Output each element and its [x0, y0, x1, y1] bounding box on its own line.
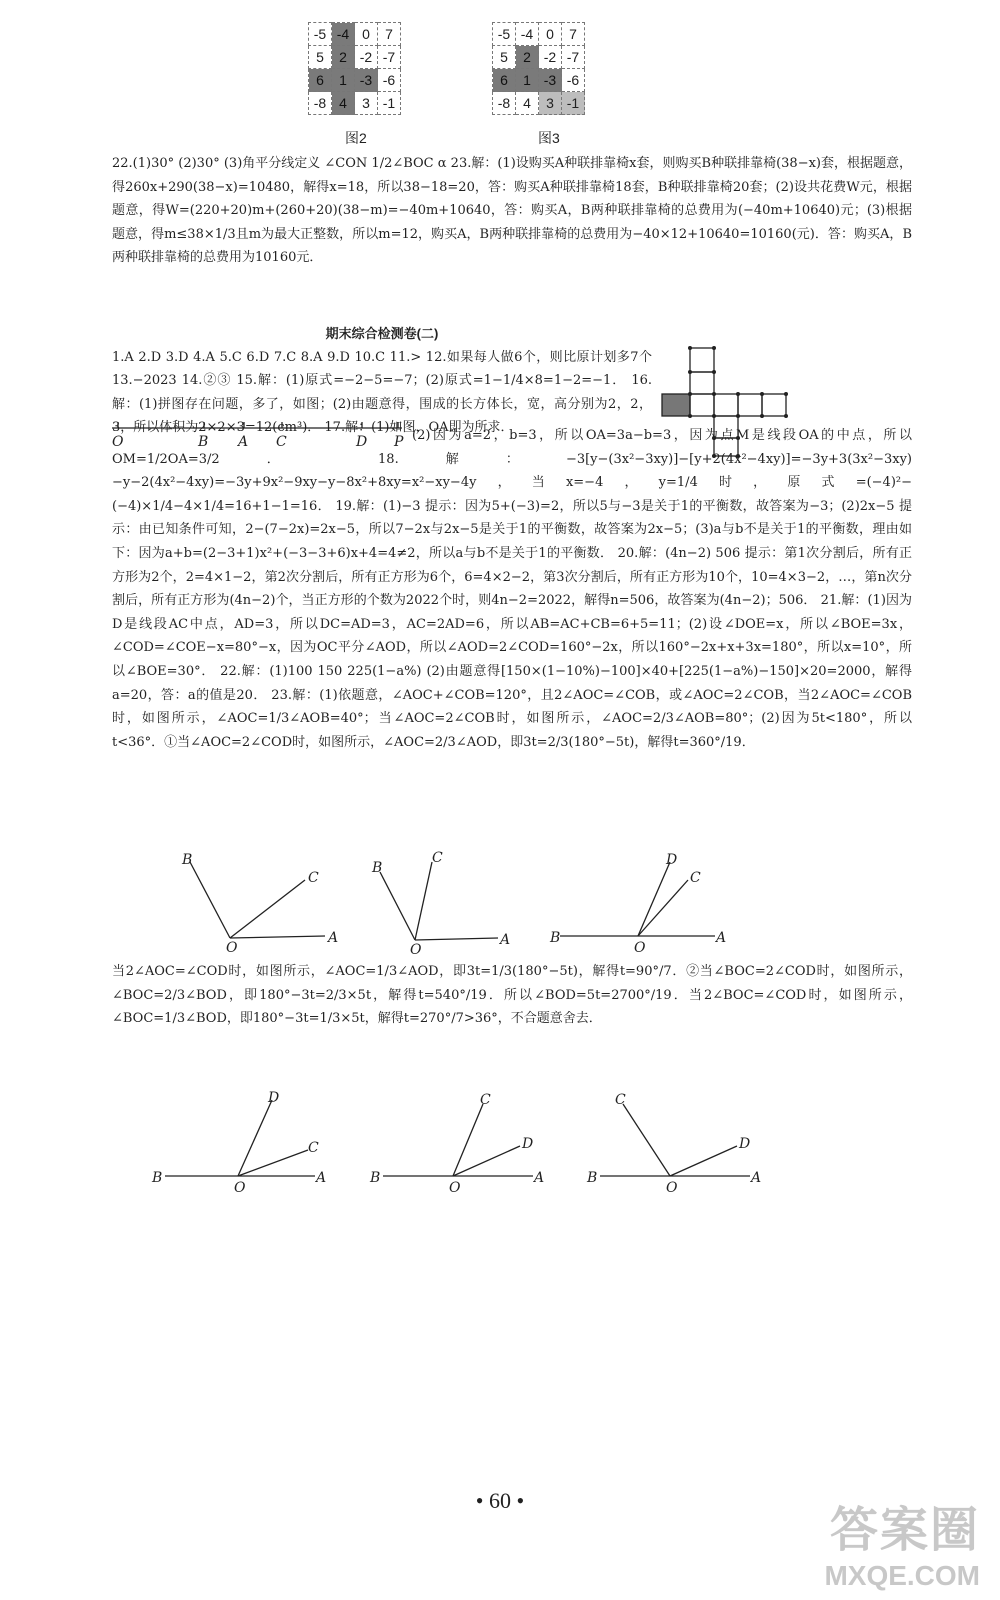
- point-label-c: C: [276, 434, 287, 450]
- grid-cell: 0: [355, 23, 378, 46]
- grid-cell: 7: [378, 23, 401, 46]
- answer-block-q17-23: [112, 424, 912, 754]
- grid-cell: -8: [493, 92, 516, 115]
- grid-cell: 0: [539, 23, 562, 46]
- grid-figure-2: [308, 22, 401, 115]
- angle-label: O: [226, 940, 238, 956]
- grid-cell: 7: [562, 23, 585, 46]
- figure-3-caption: 图3: [538, 130, 560, 146]
- watermark-en: MXQE.COM: [824, 1560, 980, 1591]
- grid-cell: -8: [309, 92, 332, 115]
- angle-figure-2: [370, 850, 520, 958]
- angle-label: D: [739, 1136, 751, 1152]
- grid-cell: 1: [332, 69, 355, 92]
- grid-cell: 1: [516, 69, 539, 92]
- angle-label: C: [308, 870, 319, 886]
- grid-cell: 5: [309, 46, 332, 69]
- angle-label: B: [550, 930, 561, 946]
- grid-cell: -3: [539, 69, 562, 92]
- angle-figure-5: [368, 1090, 558, 1195]
- answer-text: 1.A 2.D 3.D 4.A 5.C 6.D 7.C 8.A 9.D 10.C 11.> 12.如果每人做6个，则比原计划多7个 13.−2023 14.②③ 15.解：(1)原式=−2−5=−7；(2)原式=1−1/4×8=1−2=−1． 16.解：(1)拼图存在问题，多了，如图；(2)由题意得，围成的长方体长，宽，高分别为2，2，3，所以体积为2×2×3=12(cm³)． 17.解：(1)如图，OA即为所求．: [112, 349, 652, 436]
- grid-cell: -7: [378, 46, 401, 69]
- grid-cell: -3: [355, 69, 378, 92]
- grid-cell: 3: [539, 92, 562, 115]
- angle-label: A: [328, 930, 339, 946]
- angle-label: O: [666, 1180, 678, 1196]
- angle-label: O: [449, 1180, 461, 1196]
- point-label-p: P: [394, 434, 404, 450]
- grid-cell: 4: [516, 92, 539, 115]
- grid-cell: -6: [378, 69, 401, 92]
- grid-cell: 3: [355, 92, 378, 115]
- answer-text: 22.(1)30° (2)30° (3)角平分线定义 ∠CON 1/2∠BOC α 23.解：(1)设购买A种联排靠椅x套，则购买B种联排靠椅(38−x)套，根据题意，得260x+290(38−x)=10480，解得x=18，所以38−18=20，答：购买A种联排靠椅18套，B种联排靠椅20套；(2)设共花费W元，根据题意，得W=(220+20)m+(260+20)(38−m)=−40m+10640，答：购买A，B两种联排靠椅的总费用为(−40m+10640)元；(3)根据题意，得m≤38×1/3且m为最大正整数，所以m=12，购买A，B两种联排靠椅的总费用为−40×12+10640=10160(元)．答：购买A，B两种联排靠椅的总费用为10160元．: [112, 156, 912, 266]
- angle-label: B: [587, 1170, 598, 1186]
- angle-label: A: [534, 1170, 545, 1186]
- angle-label: C: [308, 1140, 319, 1156]
- answer-block-q22-23: [112, 152, 912, 270]
- angle-label: C: [615, 1092, 626, 1108]
- grid-cell: 6: [309, 69, 332, 92]
- angle-label: D: [522, 1136, 534, 1152]
- answer-block-q23-continued: [112, 960, 912, 1031]
- answer-text: 当2∠AOC=∠COD时，如图所示，∠AOC=1/3∠AOD，即3t=1/3(180°−5t)，解得t=90°/7．②当∠BOC=2∠COD时，如图所示，∠BOC=2/3∠BOD，即180°−3t=2/3×5t，解得t=540°/19．所以∠BOD=5t=2700°/19．当2∠BOC=∠COD时，如图所示，∠BOC=1/3∠BOD，即180°−3t=1/3×5t，解得t=270°/7>36°，不合题意舍去．: [112, 964, 912, 1027]
- grid-cell: -4: [516, 23, 539, 46]
- angle-label: C: [480, 1092, 491, 1108]
- grid-cell: -6: [562, 69, 585, 92]
- grid-figure-3: [492, 22, 585, 115]
- watermark-cn: 答案圈: [829, 1504, 980, 1557]
- answer-text: (2)因为a=2，b=3，所以OA=3a−b=3，因为点M是线段OA的中点，所以OM=1/2OA=3/2． 18.解：−3[y−(3x²−3xy)]−[y+2(4x²−4xy)]=−3y+3(3x²−3xy)−y−2(4x²−4xy)=−3y+9x²−9xy−y−8x²+8xy=x²−xy−4y，当x=−4，y=1/4时，原式=(−4)²−(−4)×1/4−4×1/4=16+1−1=16． 19.解：(1)−3 提示：因为5+(−3)=2，所以5与−3是关于1的平衡数，故答案为−3；(2)2x−5 提示：由已知条件可知，2−(7−2x)=2x−5，所以7−2x与2x−5是关于1的平衡数，故答案为2x−5；(3)a与b不是关于1的平衡数，理由如下：因为a+b=(2−3+1)x²+(−3−3+6)x+4=4≠2，所以a与b不是关于1的平衡数． 20.解：(4n−2) 506 提示：第1次分割后，所有正方形为2个，2=4×1−2，第2次分割后，所有正方形为6个，6=4×2−2，第3次分割后，所有正方形为10个，10=4×3−2，…，第n次分割后，所有正方形为(4n−2)个，当正方形的个数为2022个时，则4n−2=2022，解得n=506，故答案为(4n−2)；506． 21.解：(1)因为D是线段AC中点，AD=3，所以DC=AD=3，AC=2AD=6，所以AB=AC+CB=6+5=11；(2)设∠DOE=x，所以∠BOE=3x，∠COD=∠COE−x=80°−x，因为OC平分∠AOD，所以∠AOD=2∠COD=160°−2x，所以160°−2x+x+3x=180°，所以x=10°，所以∠BOE=30°． 22.解：(1)100 150 225(1−a%) (2)由题意得[150×(1−10%)−100]×40+[225(1−a%)−150]×20=2000，解得a=20，答：a的值是20． 23.解：(1)依题意，∠AOC+∠COB=120°，且2∠AOC=∠COB，或∠AOC=2∠COB，当2∠AOC=∠COB时，如图所示，∠AOC=1/3∠AOB=40°；当∠AOC=2∠COB时，如图所示，∠AOC=2/3∠AOB=80°；(2)因为5t<180°，所以t<36°．①当∠AOC=2∠COD时，如图所示，∠AOC=2/3∠AOD，即3t=2/3(180°−5t)，解得t=360°/19．: [112, 428, 912, 750]
- grid-cell: -4: [332, 23, 355, 46]
- angle-label: C: [690, 870, 701, 886]
- grid-cell: -5: [309, 23, 332, 46]
- grid-cell: 2: [332, 46, 355, 69]
- angle-label: A: [500, 932, 511, 948]
- grid-cell: 5: [493, 46, 516, 69]
- figure-2-caption: 图2: [345, 130, 367, 146]
- point-label-o: O: [112, 434, 124, 450]
- grid-cell: 2: [516, 46, 539, 69]
- grid-cell: -1: [378, 92, 401, 115]
- point-label-a: A: [238, 434, 249, 450]
- angle-figure-6: [585, 1090, 775, 1195]
- page-number: • 60 •: [475, 1488, 525, 1513]
- angle-label: B: [152, 1170, 163, 1186]
- point-label-d: D: [356, 434, 368, 450]
- angle-label: D: [666, 852, 678, 868]
- angle-label: A: [751, 1170, 762, 1186]
- angle-label: O: [410, 942, 422, 958]
- angle-label: C: [432, 850, 443, 866]
- angle-label: B: [372, 860, 383, 876]
- angle-label: A: [316, 1170, 327, 1186]
- angle-label: B: [370, 1170, 381, 1186]
- grid-cell: -7: [562, 46, 585, 69]
- watermark-logo: [824, 1491, 980, 1592]
- angle-label: D: [268, 1090, 280, 1106]
- grid-cell: -1: [562, 92, 585, 115]
- grid-cell: -2: [539, 46, 562, 69]
- grid-cell: -2: [355, 46, 378, 69]
- angle-label: O: [234, 1180, 246, 1196]
- grid-cell: 4: [332, 92, 355, 115]
- grid-cell: -5: [493, 23, 516, 46]
- angle-figure-3: [550, 850, 730, 955]
- angle-figure-1: [180, 850, 340, 956]
- angle-figure-4: [150, 1090, 340, 1195]
- point-label-b: B: [198, 434, 209, 450]
- grid-cell: 6: [493, 69, 516, 92]
- angle-label: A: [716, 930, 727, 946]
- angle-label: O: [634, 940, 646, 956]
- angle-label: B: [182, 852, 193, 868]
- section-title: 期末综合检测卷(二): [325, 326, 439, 341]
